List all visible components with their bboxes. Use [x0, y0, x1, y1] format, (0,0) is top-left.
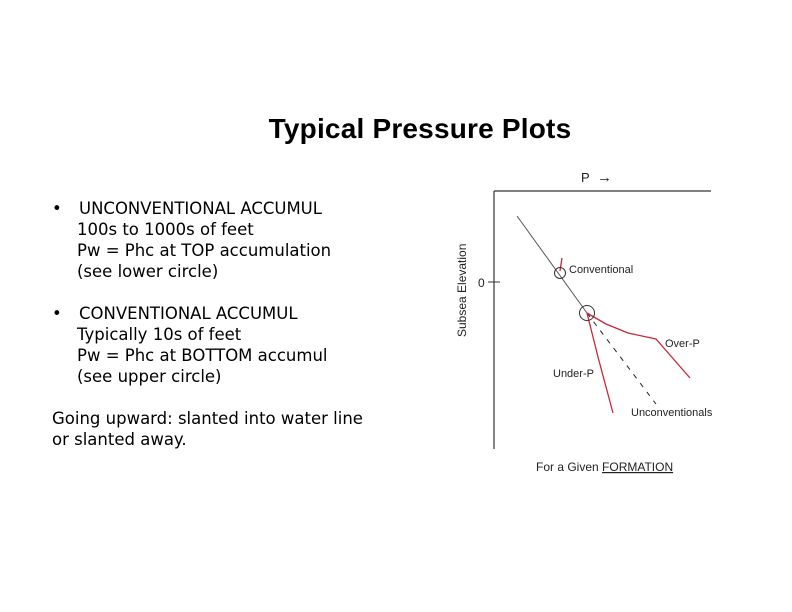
label-unconventionals: Unconventionals [631, 407, 713, 419]
zero-tick-label: 0 [478, 276, 485, 290]
bullet-line: (see upper circle) [77, 367, 222, 386]
bullet-line: Typically 10s of feet [77, 325, 242, 344]
label-under-p: Under-P [553, 368, 594, 380]
caption-prefix: For a Given [536, 460, 603, 474]
bullet-line: (see lower circle) [77, 262, 219, 281]
p-axis-label: P [581, 170, 590, 185]
under-pressure-curve [587, 313, 613, 413]
bullet-heading: CONVENTIONAL ACCUMUL [79, 304, 298, 323]
conventional-hc-segment [560, 258, 562, 271]
unconventional-dashed-line [587, 313, 656, 404]
bullet-heading: UNCONVENTIONAL ACCUMUL [79, 199, 322, 218]
bullet-line: Pw = Phc at TOP accumulation [77, 241, 332, 260]
bullet-line: 100s to 1000s of feet [77, 220, 254, 239]
bullet-marker: • [52, 199, 62, 218]
label-over-p: Over-P [665, 338, 700, 350]
p-axis-arrow: → [597, 169, 612, 186]
closing-line: Going upward: slanted into water line [52, 409, 363, 428]
slide-title: Typical Pressure Plots [268, 113, 572, 144]
bullet-marker: • [52, 304, 62, 323]
diagram-caption [536, 460, 673, 474]
closing-line: or slanted away. [52, 430, 187, 449]
caption-formation: FORMATION [602, 460, 674, 474]
bullet-line: Pw = Phc at BOTTOM accumul [77, 346, 328, 365]
label-conventional: Conventional [569, 264, 634, 276]
y-axis-label: Subsea Elevation [455, 243, 469, 337]
